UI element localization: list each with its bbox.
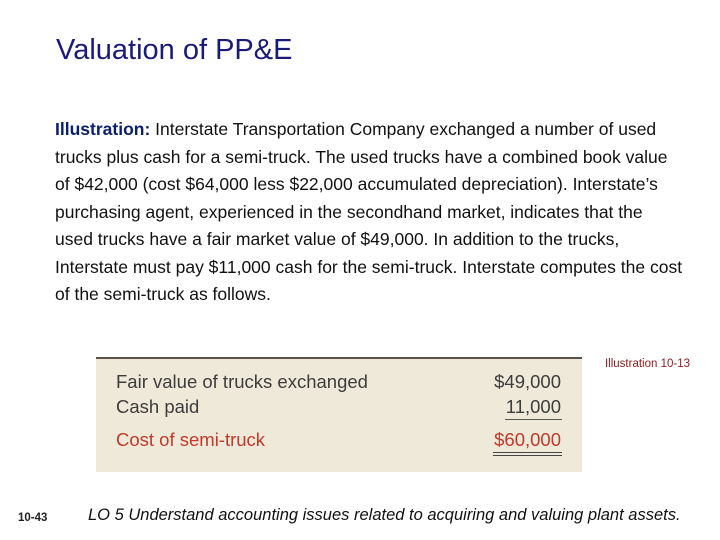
total-row (116, 429, 562, 455)
table-row (116, 396, 562, 422)
row-amount: 11,000 (505, 396, 562, 420)
table-row (116, 371, 562, 397)
row-label: Cash paid (116, 396, 200, 417)
row-amount: $49,000 (494, 371, 561, 392)
slide-title: Valuation of PP&E (56, 34, 293, 66)
learning-objective: LO 5 Understand accounting issues related to acquiring and valuing plant assets. (88, 506, 681, 524)
illustration-body: Interstate Transportation Company exchanged a number of used trucks plus cash for a semi-truck. The used trucks have a combined book value of $42,000 (cost $64,000 less $22,000 accumulated depreciation). Interstate’s purchasing agent, experienced in the secondhand market, indicates that the used trucks have a fair market value of $49,000. In addition to the trucks, Interstate must pay $11,000 cash for the semi-truck. Interstate computes the cost of the semi-truck as follows. (55, 119, 683, 304)
illustration-paragraph (55, 116, 685, 309)
row-label: Fair value of trucks exchanged (116, 371, 368, 392)
illustration-reference: Illustration 10-13 (604, 358, 690, 370)
illustration-label: Illustration: (55, 119, 151, 139)
slide-number: 10-43 (18, 512, 48, 524)
total-label: Cost of semi-truck (116, 429, 266, 450)
total-amount: $60,000 (493, 429, 562, 456)
cost-table (96, 357, 582, 472)
